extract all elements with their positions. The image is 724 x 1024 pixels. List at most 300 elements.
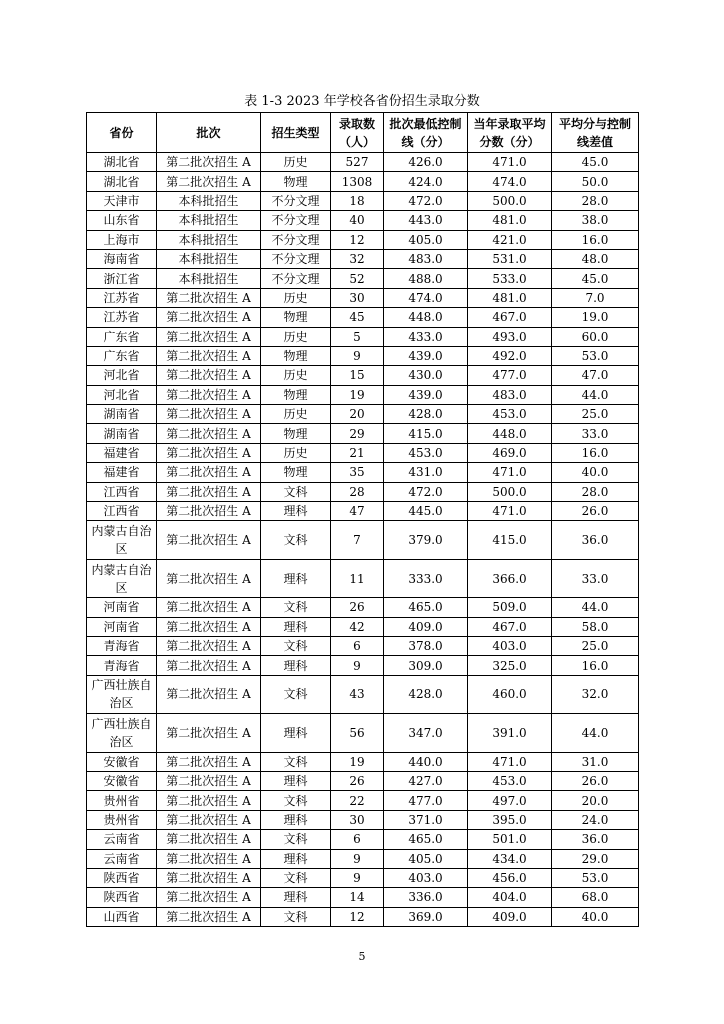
score-difference-cell: 36.0	[552, 521, 639, 559]
enroll-type-cell: 理科	[261, 559, 331, 597]
enroll-type-cell: 理科	[261, 888, 331, 907]
table-row	[87, 888, 639, 907]
table-row	[87, 617, 639, 636]
table-row	[87, 308, 639, 327]
batch-cell: 第二批次招生 A	[157, 791, 261, 810]
score-difference-cell: 40.0	[552, 907, 639, 926]
table-row	[87, 656, 639, 675]
enroll-type-cell: 理科	[261, 714, 331, 752]
table-row	[87, 559, 639, 597]
average-score-cell: 456.0	[468, 868, 552, 887]
province-cell: 陕西省	[87, 868, 157, 887]
batch-cell: 本科批招生	[157, 230, 261, 249]
average-score-cell: 415.0	[468, 521, 552, 559]
score-difference-cell: 16.0	[552, 443, 639, 462]
admitted-count-cell: 21	[331, 443, 384, 462]
average-score-cell: 531.0	[468, 249, 552, 268]
min-control-line-cell: 405.0	[384, 230, 468, 249]
batch-cell: 第二批次招生 A	[157, 443, 261, 462]
province-cell: 安徽省	[87, 771, 157, 790]
average-score-cell: 471.0	[468, 502, 552, 521]
average-score-cell: 404.0	[468, 888, 552, 907]
province-cell: 广东省	[87, 327, 157, 346]
header-row	[87, 113, 639, 153]
min-control-line-cell: 427.0	[384, 771, 468, 790]
admitted-count-cell: 28	[331, 482, 384, 501]
average-score-cell: 448.0	[468, 424, 552, 443]
batch-cell: 第二批次招生 A	[157, 346, 261, 365]
min-control-line-cell: 472.0	[384, 191, 468, 210]
average-score-cell: 483.0	[468, 385, 552, 404]
batch-cell: 第二批次招生 A	[157, 502, 261, 521]
batch-cell: 第二批次招生 A	[157, 656, 261, 675]
score-difference-cell: 44.0	[552, 598, 639, 617]
province-cell: 陕西省	[87, 888, 157, 907]
admitted-count-cell: 45	[331, 308, 384, 327]
score-difference-cell: 45.0	[552, 269, 639, 288]
enroll-type-cell: 物理	[261, 172, 331, 191]
score-difference-cell: 58.0	[552, 617, 639, 636]
average-score-cell: 477.0	[468, 366, 552, 385]
average-score-cell: 501.0	[468, 830, 552, 849]
table-row	[87, 521, 639, 559]
admitted-count-cell: 11	[331, 559, 384, 597]
score-difference-cell: 68.0	[552, 888, 639, 907]
min-control-line-cell: 378.0	[384, 636, 468, 655]
enroll-type-cell: 历史	[261, 366, 331, 385]
enroll-type-cell: 历史	[261, 288, 331, 307]
table-body	[87, 153, 639, 927]
min-control-line-cell: 439.0	[384, 385, 468, 404]
admitted-count-cell: 6	[331, 636, 384, 655]
min-control-line-cell: 453.0	[384, 443, 468, 462]
admitted-count-cell: 29	[331, 424, 384, 443]
enroll-type-cell: 文科	[261, 752, 331, 771]
enroll-type-cell: 理科	[261, 502, 331, 521]
batch-cell: 第二批次招生 A	[157, 771, 261, 790]
enroll-type-cell: 理科	[261, 617, 331, 636]
average-score-cell: 460.0	[468, 675, 552, 713]
average-score-cell: 493.0	[468, 327, 552, 346]
table-row	[87, 269, 639, 288]
batch-cell: 第二批次招生 A	[157, 482, 261, 501]
admitted-count-cell: 32	[331, 249, 384, 268]
admitted-count-cell: 9	[331, 656, 384, 675]
table-row	[87, 191, 639, 210]
header-admitted-count: 录取数（人）	[331, 113, 384, 153]
table-row	[87, 598, 639, 617]
batch-cell: 第二批次招生 A	[157, 675, 261, 713]
score-difference-cell: 7.0	[552, 288, 639, 307]
province-cell: 山西省	[87, 907, 157, 926]
average-score-cell: 469.0	[468, 443, 552, 462]
admitted-count-cell: 22	[331, 791, 384, 810]
enroll-type-cell: 理科	[261, 810, 331, 829]
enroll-type-cell: 历史	[261, 405, 331, 424]
average-score-cell: 471.0	[468, 153, 552, 172]
admitted-count-cell: 19	[331, 385, 384, 404]
average-score-cell: 409.0	[468, 907, 552, 926]
header-average-score: 当年录取平均分数（分）	[468, 113, 552, 153]
admitted-count-cell: 12	[331, 230, 384, 249]
province-cell: 河北省	[87, 366, 157, 385]
average-score-cell: 533.0	[468, 269, 552, 288]
admitted-count-cell: 9	[331, 346, 384, 365]
table-row	[87, 249, 639, 268]
batch-cell: 本科批招生	[157, 269, 261, 288]
average-score-cell: 481.0	[468, 288, 552, 307]
min-control-line-cell: 445.0	[384, 502, 468, 521]
score-difference-cell: 53.0	[552, 346, 639, 365]
table-caption: 表 1-3 2023 年学校各省份招生录取分数	[244, 94, 480, 109]
average-score-cell: 471.0	[468, 463, 552, 482]
batch-cell: 第二批次招生 A	[157, 830, 261, 849]
admitted-count-cell: 527	[331, 153, 384, 172]
min-control-line-cell: 424.0	[384, 172, 468, 191]
batch-cell: 第二批次招生 A	[157, 849, 261, 868]
batch-cell: 第二批次招生 A	[157, 405, 261, 424]
table-row	[87, 153, 639, 172]
score-difference-cell: 32.0	[552, 675, 639, 713]
average-score-cell: 500.0	[468, 482, 552, 501]
score-difference-cell: 16.0	[552, 230, 639, 249]
batch-cell: 第二批次招生 A	[157, 172, 261, 191]
batch-cell: 第二批次招生 A	[157, 153, 261, 172]
table-row	[87, 502, 639, 521]
admitted-count-cell: 26	[331, 771, 384, 790]
admitted-count-cell: 14	[331, 888, 384, 907]
province-cell: 上海市	[87, 230, 157, 249]
table-row	[87, 675, 639, 713]
average-score-cell: 467.0	[468, 617, 552, 636]
admitted-count-cell: 42	[331, 617, 384, 636]
average-score-cell: 471.0	[468, 752, 552, 771]
min-control-line-cell: 448.0	[384, 308, 468, 327]
score-difference-cell: 26.0	[552, 502, 639, 521]
province-cell: 福建省	[87, 463, 157, 482]
average-score-cell: 467.0	[468, 308, 552, 327]
enroll-type-cell: 文科	[261, 521, 331, 559]
admitted-count-cell: 9	[331, 849, 384, 868]
batch-cell: 本科批招生	[157, 191, 261, 210]
table-row	[87, 346, 639, 365]
score-difference-cell: 29.0	[552, 849, 639, 868]
min-control-line-cell: 430.0	[384, 366, 468, 385]
min-control-line-cell: 465.0	[384, 830, 468, 849]
table-row	[87, 366, 639, 385]
header-batch: 批次	[157, 113, 261, 153]
batch-cell: 第二批次招生 A	[157, 752, 261, 771]
table-row	[87, 443, 639, 462]
min-control-line-cell: 369.0	[384, 907, 468, 926]
score-difference-cell: 25.0	[552, 405, 639, 424]
min-control-line-cell: 440.0	[384, 752, 468, 771]
enroll-type-cell: 文科	[261, 636, 331, 655]
min-control-line-cell: 309.0	[384, 656, 468, 675]
admission-scores-table	[86, 112, 639, 927]
admitted-count-cell: 7	[331, 521, 384, 559]
admitted-count-cell: 5	[331, 327, 384, 346]
province-cell: 贵州省	[87, 810, 157, 829]
enroll-type-cell: 历史	[261, 443, 331, 462]
table-row	[87, 868, 639, 887]
header-enroll-type: 招生类型	[261, 113, 331, 153]
province-cell: 江西省	[87, 482, 157, 501]
admitted-count-cell: 30	[331, 810, 384, 829]
enroll-type-cell: 文科	[261, 907, 331, 926]
province-cell: 江西省	[87, 502, 157, 521]
enroll-type-cell: 物理	[261, 385, 331, 404]
average-score-cell: 395.0	[468, 810, 552, 829]
enroll-type-cell: 历史	[261, 153, 331, 172]
province-cell: 湖北省	[87, 153, 157, 172]
average-score-cell: 453.0	[468, 405, 552, 424]
table-row	[87, 424, 639, 443]
batch-cell: 本科批招生	[157, 211, 261, 230]
score-difference-cell: 44.0	[552, 385, 639, 404]
enroll-type-cell: 物理	[261, 308, 331, 327]
average-score-cell: 421.0	[468, 230, 552, 249]
min-control-line-cell: 488.0	[384, 269, 468, 288]
min-control-line-cell: 477.0	[384, 791, 468, 810]
average-score-cell: 497.0	[468, 791, 552, 810]
enroll-type-cell: 不分文理	[261, 230, 331, 249]
admitted-count-cell: 1308	[331, 172, 384, 191]
province-cell: 浙江省	[87, 269, 157, 288]
batch-cell: 第二批次招生 A	[157, 463, 261, 482]
average-score-cell: 403.0	[468, 636, 552, 655]
score-difference-cell: 19.0	[552, 308, 639, 327]
province-cell: 海南省	[87, 249, 157, 268]
table-row	[87, 636, 639, 655]
min-control-line-cell: 415.0	[384, 424, 468, 443]
batch-cell: 第二批次招生 A	[157, 385, 261, 404]
admitted-count-cell: 12	[331, 907, 384, 926]
enroll-type-cell: 不分文理	[261, 269, 331, 288]
min-control-line-cell: 472.0	[384, 482, 468, 501]
province-cell: 内蒙古自治区	[87, 521, 157, 559]
average-score-cell: 474.0	[468, 172, 552, 191]
table-row	[87, 771, 639, 790]
score-difference-cell: 48.0	[552, 249, 639, 268]
province-cell: 河北省	[87, 385, 157, 404]
table-row	[87, 172, 639, 191]
average-score-cell: 481.0	[468, 211, 552, 230]
enroll-type-cell: 不分文理	[261, 191, 331, 210]
table-row	[87, 288, 639, 307]
score-difference-cell: 28.0	[552, 482, 639, 501]
admitted-count-cell: 35	[331, 463, 384, 482]
score-difference-cell: 50.0	[552, 172, 639, 191]
min-control-line-cell: 431.0	[384, 463, 468, 482]
score-difference-cell: 40.0	[552, 463, 639, 482]
province-cell: 湖北省	[87, 172, 157, 191]
batch-cell: 第二批次招生 A	[157, 559, 261, 597]
admitted-count-cell: 52	[331, 269, 384, 288]
table-row	[87, 211, 639, 230]
enroll-type-cell: 历史	[261, 327, 331, 346]
admitted-count-cell: 9	[331, 868, 384, 887]
min-control-line-cell: 443.0	[384, 211, 468, 230]
batch-cell: 第二批次招生 A	[157, 636, 261, 655]
min-control-line-cell: 333.0	[384, 559, 468, 597]
province-cell: 河南省	[87, 598, 157, 617]
enroll-type-cell: 文科	[261, 868, 331, 887]
min-control-line-cell: 439.0	[384, 346, 468, 365]
table-row	[87, 385, 639, 404]
enroll-type-cell: 理科	[261, 656, 331, 675]
table-row	[87, 849, 639, 868]
batch-cell: 第二批次招生 A	[157, 868, 261, 887]
batch-cell: 第二批次招生 A	[157, 288, 261, 307]
table-row	[87, 327, 639, 346]
min-control-line-cell: 405.0	[384, 849, 468, 868]
average-score-cell: 453.0	[468, 771, 552, 790]
average-score-cell: 509.0	[468, 598, 552, 617]
table-row	[87, 810, 639, 829]
batch-cell: 第二批次招生 A	[157, 714, 261, 752]
score-difference-cell: 20.0	[552, 791, 639, 810]
min-control-line-cell: 483.0	[384, 249, 468, 268]
enroll-type-cell: 文科	[261, 791, 331, 810]
table-row	[87, 752, 639, 771]
score-difference-cell: 38.0	[552, 211, 639, 230]
enroll-type-cell: 物理	[261, 463, 331, 482]
score-difference-cell: 16.0	[552, 656, 639, 675]
min-control-line-cell: 403.0	[384, 868, 468, 887]
min-control-line-cell: 426.0	[384, 153, 468, 172]
score-difference-cell: 53.0	[552, 868, 639, 887]
average-score-cell: 366.0	[468, 559, 552, 597]
admitted-count-cell: 18	[331, 191, 384, 210]
admitted-count-cell: 43	[331, 675, 384, 713]
enroll-type-cell: 文科	[261, 482, 331, 501]
min-control-line-cell: 474.0	[384, 288, 468, 307]
enroll-type-cell: 不分文理	[261, 211, 331, 230]
province-cell: 云南省	[87, 849, 157, 868]
batch-cell: 第二批次招生 A	[157, 327, 261, 346]
enroll-type-cell: 理科	[261, 849, 331, 868]
province-cell: 河南省	[87, 617, 157, 636]
enroll-type-cell: 文科	[261, 830, 331, 849]
province-cell: 广东省	[87, 346, 157, 365]
score-difference-cell: 33.0	[552, 559, 639, 597]
table-row	[87, 791, 639, 810]
admitted-count-cell: 56	[331, 714, 384, 752]
batch-cell: 第二批次招生 A	[157, 424, 261, 443]
batch-cell: 第二批次招生 A	[157, 598, 261, 617]
admitted-count-cell: 47	[331, 502, 384, 521]
batch-cell: 本科批招生	[157, 249, 261, 268]
province-cell: 山东省	[87, 211, 157, 230]
batch-cell: 第二批次招生 A	[157, 308, 261, 327]
admitted-count-cell: 26	[331, 598, 384, 617]
header-score-difference: 平均分与控制线差值	[552, 113, 639, 153]
enroll-type-cell: 文科	[261, 598, 331, 617]
average-score-cell: 325.0	[468, 656, 552, 675]
min-control-line-cell: 428.0	[384, 675, 468, 713]
province-cell: 青海省	[87, 636, 157, 655]
province-cell: 安徽省	[87, 752, 157, 771]
province-cell: 青海省	[87, 656, 157, 675]
admitted-count-cell: 15	[331, 366, 384, 385]
score-difference-cell: 44.0	[552, 714, 639, 752]
table-row	[87, 714, 639, 752]
header-min-control-line: 批次最低控制线（分）	[384, 113, 468, 153]
batch-cell: 第二批次招生 A	[157, 366, 261, 385]
admitted-count-cell: 30	[331, 288, 384, 307]
province-cell: 湖南省	[87, 405, 157, 424]
header-province: 省份	[87, 113, 157, 153]
average-score-cell: 434.0	[468, 849, 552, 868]
score-difference-cell: 24.0	[552, 810, 639, 829]
min-control-line-cell: 465.0	[384, 598, 468, 617]
table-row	[87, 463, 639, 482]
admitted-count-cell: 20	[331, 405, 384, 424]
score-difference-cell: 28.0	[552, 191, 639, 210]
score-difference-cell: 36.0	[552, 830, 639, 849]
score-difference-cell: 31.0	[552, 752, 639, 771]
province-cell: 广西壮族自治区	[87, 714, 157, 752]
score-difference-cell: 60.0	[552, 327, 639, 346]
batch-cell: 第二批次招生 A	[157, 617, 261, 636]
table-row	[87, 907, 639, 926]
enroll-type-cell: 理科	[261, 771, 331, 790]
province-cell: 云南省	[87, 830, 157, 849]
average-score-cell: 492.0	[468, 346, 552, 365]
min-control-line-cell: 336.0	[384, 888, 468, 907]
score-difference-cell: 45.0	[552, 153, 639, 172]
min-control-line-cell: 428.0	[384, 405, 468, 424]
score-difference-cell: 26.0	[552, 771, 639, 790]
min-control-line-cell: 371.0	[384, 810, 468, 829]
page-number: 5	[358, 950, 366, 963]
admitted-count-cell: 6	[331, 830, 384, 849]
score-difference-cell: 25.0	[552, 636, 639, 655]
province-cell: 广西壮族自治区	[87, 675, 157, 713]
province-cell: 内蒙古自治区	[87, 559, 157, 597]
average-score-cell: 391.0	[468, 714, 552, 752]
min-control-line-cell: 379.0	[384, 521, 468, 559]
province-cell: 江苏省	[87, 308, 157, 327]
enroll-type-cell: 物理	[261, 424, 331, 443]
score-difference-cell: 47.0	[552, 366, 639, 385]
table-row	[87, 830, 639, 849]
province-cell: 湖南省	[87, 424, 157, 443]
table-row	[87, 405, 639, 424]
batch-cell: 第二批次招生 A	[157, 521, 261, 559]
enroll-type-cell: 文科	[261, 675, 331, 713]
batch-cell: 第二批次招生 A	[157, 888, 261, 907]
enroll-type-cell: 不分文理	[261, 249, 331, 268]
table-row	[87, 482, 639, 501]
batch-cell: 第二批次招生 A	[157, 810, 261, 829]
enroll-type-cell: 物理	[261, 346, 331, 365]
province-cell: 福建省	[87, 443, 157, 462]
table-row	[87, 230, 639, 249]
min-control-line-cell: 347.0	[384, 714, 468, 752]
score-difference-cell: 33.0	[552, 424, 639, 443]
admitted-count-cell: 40	[331, 211, 384, 230]
province-cell: 贵州省	[87, 791, 157, 810]
average-score-cell: 500.0	[468, 191, 552, 210]
province-cell: 江苏省	[87, 288, 157, 307]
batch-cell: 第二批次招生 A	[157, 907, 261, 926]
admitted-count-cell: 19	[331, 752, 384, 771]
min-control-line-cell: 409.0	[384, 617, 468, 636]
province-cell: 天津市	[87, 191, 157, 210]
min-control-line-cell: 433.0	[384, 327, 468, 346]
